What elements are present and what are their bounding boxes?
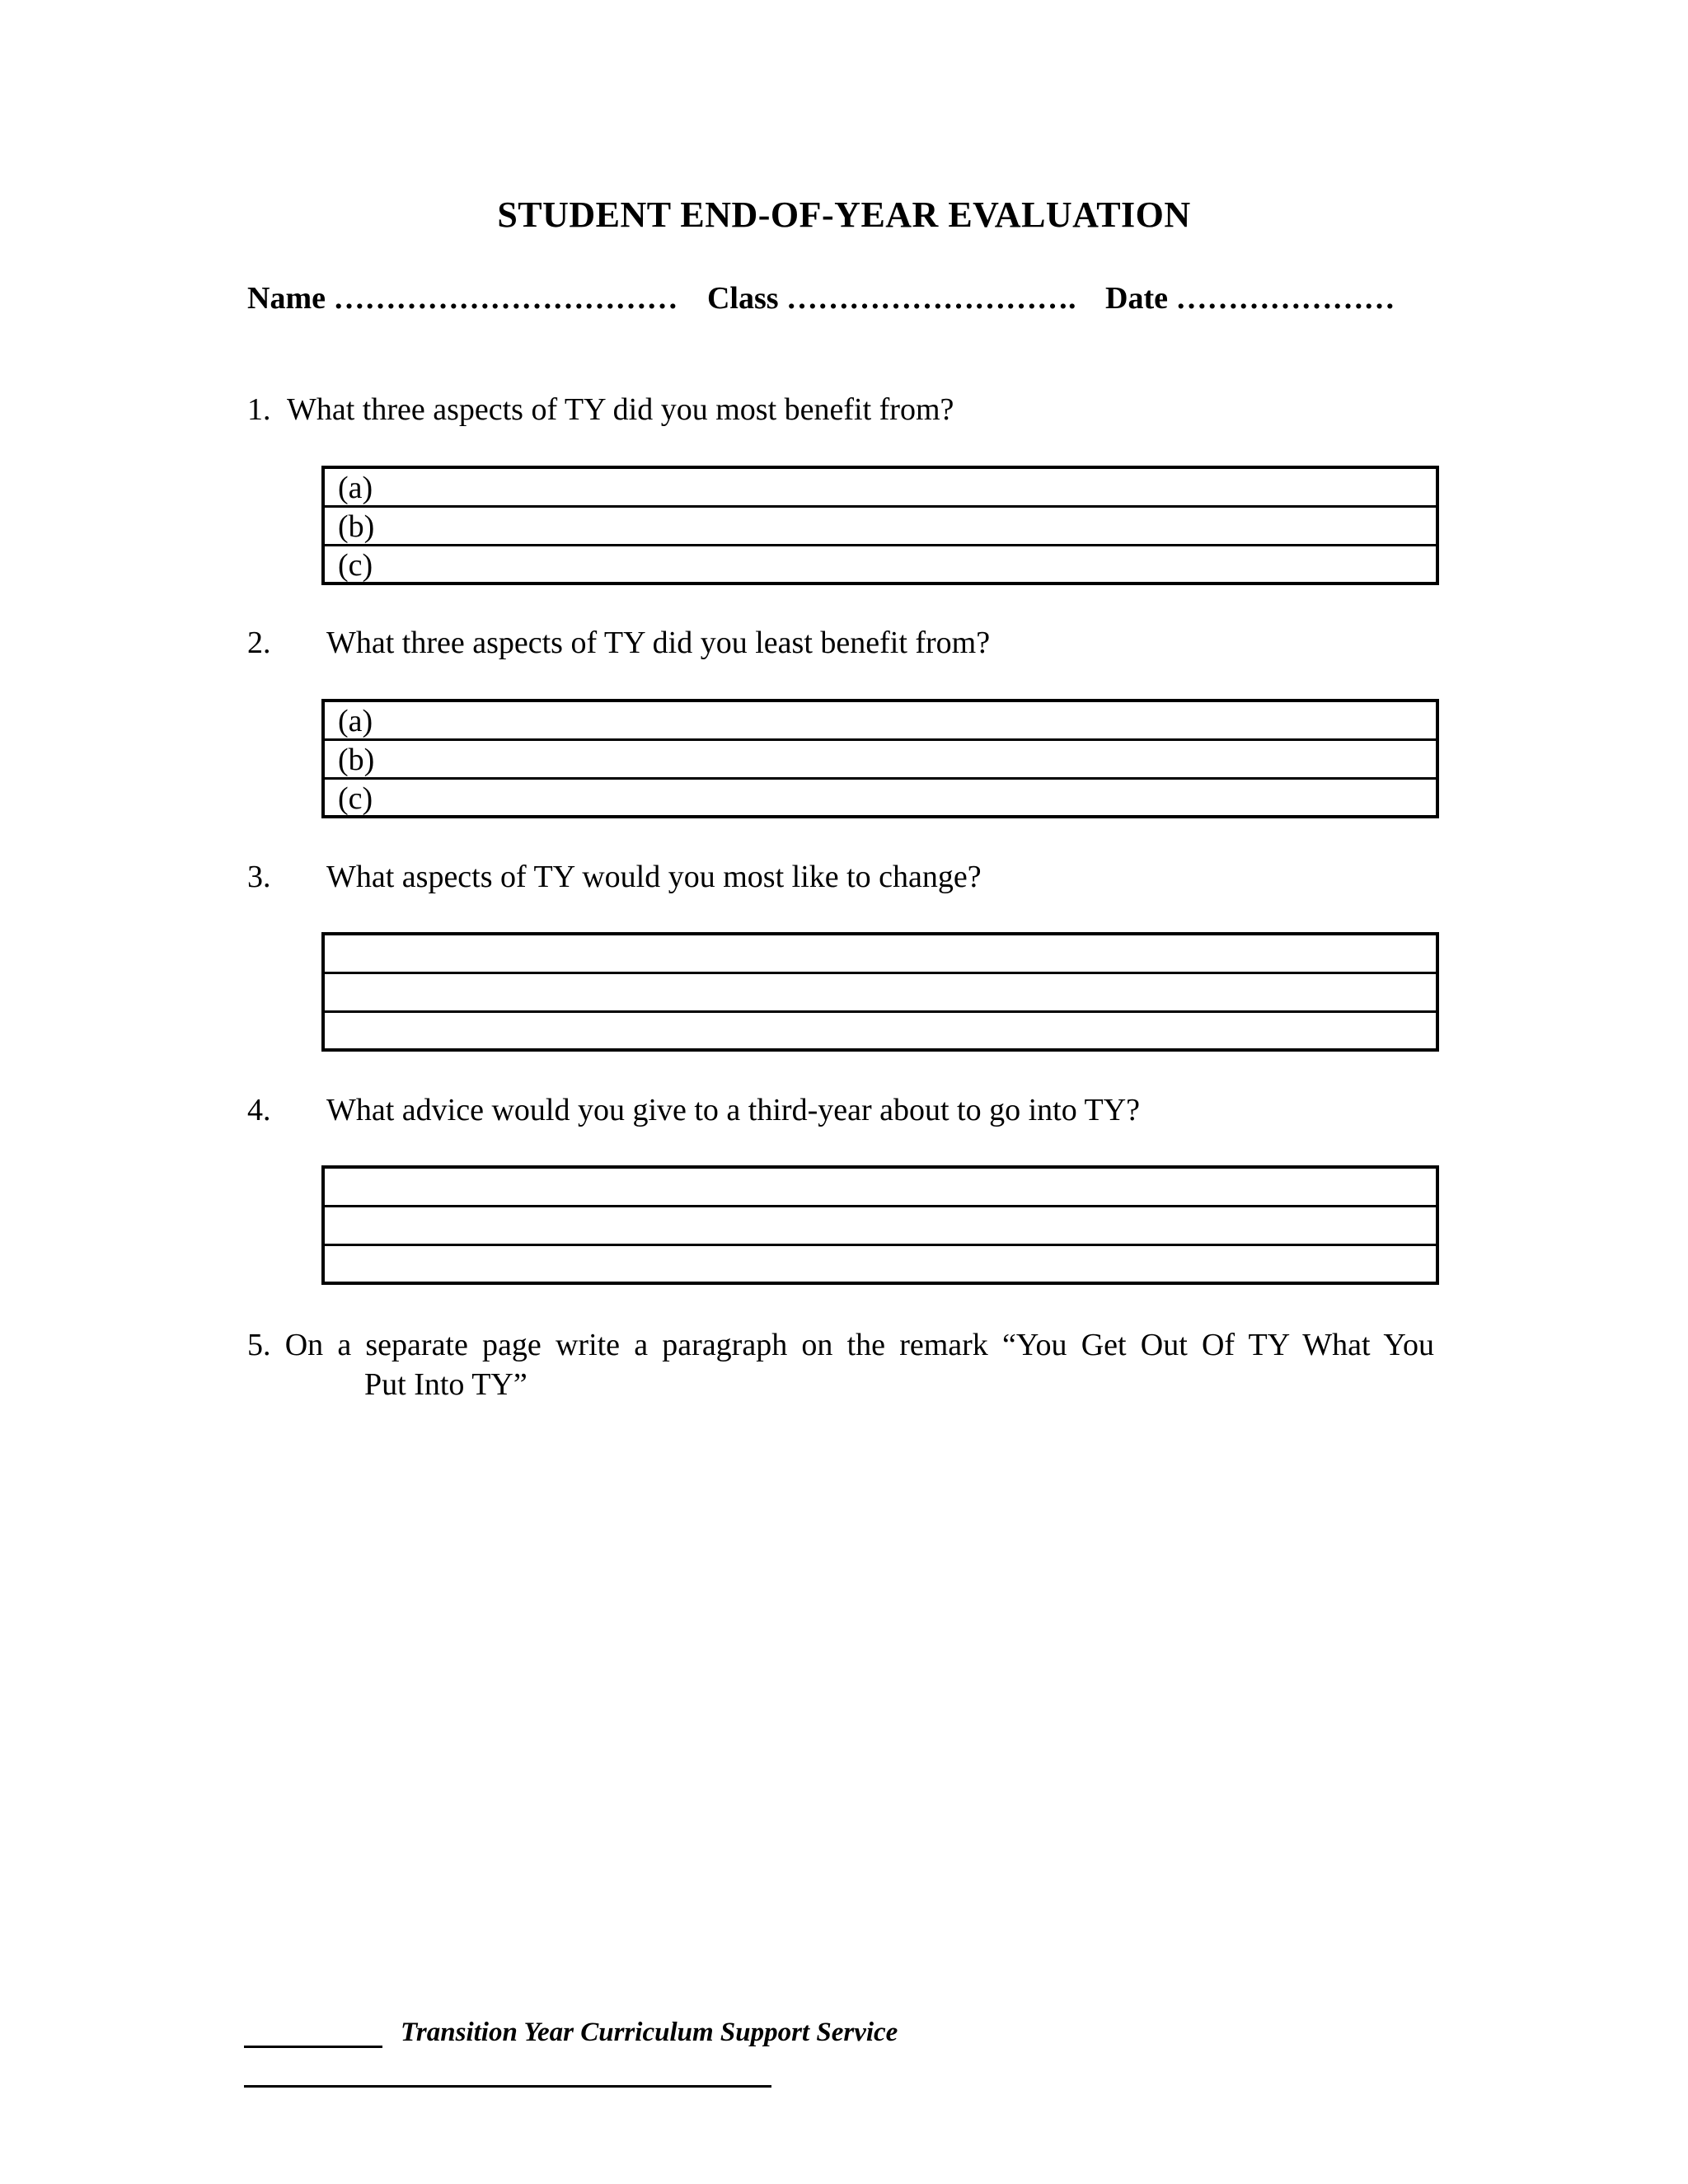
student-info-line <box>247 280 1395 316</box>
question-text: What three aspects of TY did you least benefit from? <box>326 626 991 660</box>
answer-row-a[interactable]: (a) <box>325 702 1436 741</box>
question-1 <box>247 391 954 428</box>
answer-row-b[interactable]: (b) <box>325 508 1436 546</box>
question-5 <box>247 1325 1434 1404</box>
question-number: 3. <box>247 860 271 894</box>
question-text: What three aspects of TY did you most benefit from? <box>287 392 954 427</box>
question-number: 5. <box>247 1328 271 1362</box>
footer-rule-short <box>244 2046 382 2048</box>
answer-row-1[interactable] <box>325 935 1436 974</box>
question-text: What aspects of TY would you most like to change? <box>326 860 982 894</box>
question-text: What advice would you give to a third-year about to go into TY? <box>326 1093 1141 1127</box>
question-number: 1. <box>247 392 271 427</box>
answer-box-2 <box>321 699 1439 818</box>
answer-box-1 <box>321 466 1439 585</box>
answer-row-c[interactable]: (c) <box>338 781 373 816</box>
question-3 <box>247 859 982 895</box>
answer-row-c[interactable]: (c) <box>338 548 373 583</box>
answer-row-2[interactable] <box>325 974 1436 1013</box>
question-2 <box>247 625 990 661</box>
question-text: On a separate page write a paragraph on the remark “You Get Out Of TY What You <box>284 1328 1434 1362</box>
question-5-line-1 <box>247 1325 1434 1365</box>
answer-box-3 <box>321 932 1439 1052</box>
date-field[interactable]: Date ………………… <box>1105 281 1395 316</box>
answer-row-1[interactable] <box>325 1169 1436 1207</box>
answer-row-3[interactable] <box>325 1246 1436 1285</box>
answer-row-2[interactable] <box>325 1207 1436 1246</box>
name-field[interactable]: Name …………………………… <box>247 281 678 316</box>
answer-row-b[interactable]: (b) <box>325 741 1436 780</box>
question-number: 4. <box>247 1093 271 1127</box>
question-number: 2. <box>247 626 271 660</box>
answer-row-3[interactable] <box>325 1013 1436 1052</box>
answer-box-4 <box>321 1165 1439 1285</box>
footer-rule-long <box>244 2085 771 2088</box>
question-5-line-2: Put Into TY” <box>364 1367 528 1402</box>
question-4 <box>247 1092 1140 1128</box>
answer-row-a[interactable]: (a) <box>325 469 1436 508</box>
class-field[interactable]: Class ………………………. <box>706 281 1076 316</box>
footer-text: Transition Year Curriculum Support Service <box>401 2018 898 2047</box>
page-title: STUDENT END-OF-YEAR EVALUATION <box>497 194 1191 235</box>
